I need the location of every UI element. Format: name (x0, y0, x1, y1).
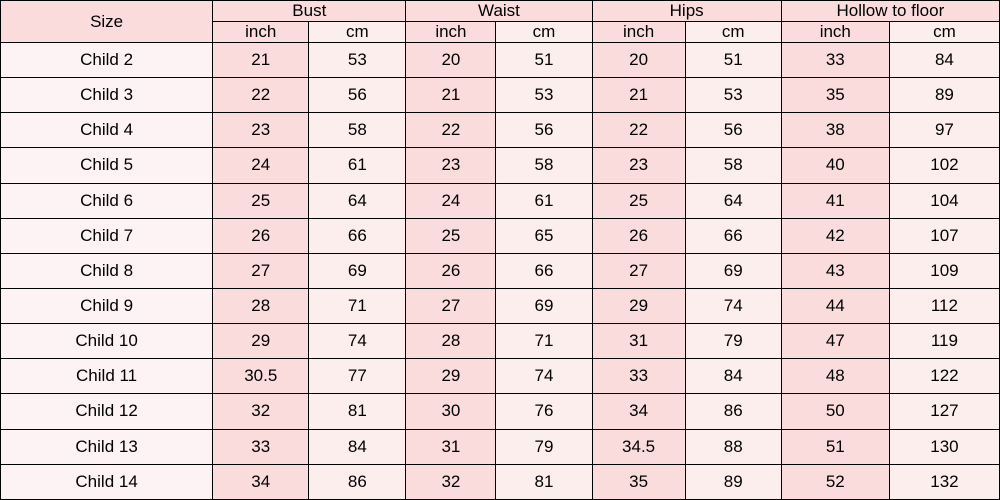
cell-hollow-inch: 41 (781, 183, 889, 218)
cell-bust-cm: 71 (309, 288, 406, 323)
cell-waist-cm: 65 (496, 218, 592, 253)
cell-bust-inch: 29 (213, 324, 309, 359)
cell-hips-cm: 56 (685, 113, 781, 148)
table-row (1, 113, 1000, 148)
cell-size-label: Child 7 (1, 218, 213, 253)
cell-hips-cm: 64 (685, 183, 781, 218)
cell-hips-inch: 34 (592, 394, 685, 429)
cell-waist-inch: 21 (406, 78, 496, 113)
cell-hips-cm: 79 (685, 324, 781, 359)
cell-bust-cm: 66 (309, 218, 406, 253)
column-header-size: Size (1, 1, 213, 43)
header-row-groups (1, 1, 1000, 22)
cell-waist-inch: 20 (406, 43, 496, 78)
cell-size-label: Child 5 (1, 148, 213, 183)
cell-hips-cm: 74 (685, 288, 781, 323)
cell-waist-cm: 71 (496, 324, 592, 359)
cell-waist-cm: 81 (496, 464, 592, 499)
cell-size-label: Child 9 (1, 288, 213, 323)
cell-hollow-inch: 43 (781, 253, 889, 288)
table-row (1, 359, 1000, 394)
cell-hips-cm: 86 (685, 394, 781, 429)
cell-size-label: Child 8 (1, 253, 213, 288)
cell-hollow-cm: 97 (889, 113, 999, 148)
cell-hollow-cm: 132 (889, 464, 999, 499)
cell-hips-inch: 27 (592, 253, 685, 288)
cell-bust-inch: 28 (213, 288, 309, 323)
column-header-hips-cm: cm (685, 22, 781, 43)
cell-size-label: Child 14 (1, 464, 213, 499)
column-header-bust-cm: cm (309, 22, 406, 43)
cell-hips-inch: 25 (592, 183, 685, 218)
table-row (1, 43, 1000, 78)
cell-waist-inch: 27 (406, 288, 496, 323)
column-header-hips-inch: inch (592, 22, 685, 43)
cell-bust-inch: 23 (213, 113, 309, 148)
cell-bust-inch: 22 (213, 78, 309, 113)
table-row (1, 324, 1000, 359)
cell-waist-cm: 66 (496, 253, 592, 288)
cell-hips-inch: 31 (592, 324, 685, 359)
column-header-waist-cm: cm (496, 22, 592, 43)
cell-hips-inch: 35 (592, 464, 685, 499)
cell-hips-cm: 58 (685, 148, 781, 183)
cell-hollow-inch: 44 (781, 288, 889, 323)
cell-bust-inch: 24 (213, 148, 309, 183)
cell-hips-cm: 69 (685, 253, 781, 288)
cell-hollow-inch: 35 (781, 78, 889, 113)
column-header-waist-inch: inch (406, 22, 496, 43)
table-row (1, 78, 1000, 113)
cell-hollow-inch: 47 (781, 324, 889, 359)
cell-hips-inch: 21 (592, 78, 685, 113)
column-header-hollow-cm: cm (889, 22, 999, 43)
cell-hollow-cm: 109 (889, 253, 999, 288)
cell-hollow-inch: 33 (781, 43, 889, 78)
column-header-hollow-inch: inch (781, 22, 889, 43)
cell-hips-cm: 88 (685, 429, 781, 464)
cell-hips-inch: 33 (592, 359, 685, 394)
cell-hollow-inch: 51 (781, 429, 889, 464)
cell-hollow-cm: 104 (889, 183, 999, 218)
table-row (1, 429, 1000, 464)
cell-size-label: Child 11 (1, 359, 213, 394)
cell-hollow-cm: 102 (889, 148, 999, 183)
cell-hollow-inch: 52 (781, 464, 889, 499)
cell-hips-inch: 20 (592, 43, 685, 78)
cell-bust-inch: 27 (213, 253, 309, 288)
cell-waist-cm: 76 (496, 394, 592, 429)
column-group-bust: Bust (213, 1, 406, 22)
cell-hollow-cm: 84 (889, 43, 999, 78)
cell-waist-inch: 24 (406, 183, 496, 218)
cell-bust-inch: 34 (213, 464, 309, 499)
cell-bust-inch: 32 (213, 394, 309, 429)
cell-bust-cm: 64 (309, 183, 406, 218)
cell-hips-inch: 29 (592, 288, 685, 323)
cell-hips-inch: 23 (592, 148, 685, 183)
cell-hips-cm: 89 (685, 464, 781, 499)
cell-hips-cm: 84 (685, 359, 781, 394)
cell-waist-cm: 79 (496, 429, 592, 464)
cell-waist-cm: 51 (496, 43, 592, 78)
cell-waist-cm: 53 (496, 78, 592, 113)
cell-waist-inch: 26 (406, 253, 496, 288)
cell-bust-cm: 86 (309, 464, 406, 499)
table-row (1, 148, 1000, 183)
cell-size-label: Child 2 (1, 43, 213, 78)
cell-hollow-cm: 89 (889, 78, 999, 113)
cell-bust-inch: 25 (213, 183, 309, 218)
cell-bust-cm: 81 (309, 394, 406, 429)
cell-size-label: Child 4 (1, 113, 213, 148)
cell-bust-inch: 33 (213, 429, 309, 464)
cell-waist-inch: 32 (406, 464, 496, 499)
column-header-bust-inch: inch (213, 22, 309, 43)
cell-size-label: Child 3 (1, 78, 213, 113)
cell-waist-inch: 23 (406, 148, 496, 183)
cell-hips-cm: 66 (685, 218, 781, 253)
cell-hollow-inch: 42 (781, 218, 889, 253)
table-row (1, 464, 1000, 499)
cell-bust-cm: 69 (309, 253, 406, 288)
cell-hollow-cm: 127 (889, 394, 999, 429)
cell-waist-cm: 74 (496, 359, 592, 394)
cell-waist-inch: 28 (406, 324, 496, 359)
cell-bust-inch: 26 (213, 218, 309, 253)
cell-hips-inch: 22 (592, 113, 685, 148)
cell-bust-cm: 77 (309, 359, 406, 394)
cell-waist-inch: 22 (406, 113, 496, 148)
cell-hollow-inch: 48 (781, 359, 889, 394)
table-row (1, 218, 1000, 253)
cell-waist-inch: 25 (406, 218, 496, 253)
table-row (1, 183, 1000, 218)
cell-hollow-inch: 40 (781, 148, 889, 183)
cell-waist-inch: 29 (406, 359, 496, 394)
cell-hollow-inch: 38 (781, 113, 889, 148)
cell-hips-cm: 51 (685, 43, 781, 78)
cell-waist-cm: 56 (496, 113, 592, 148)
cell-size-label: Child 10 (1, 324, 213, 359)
table-header (1, 1, 1000, 43)
cell-bust-cm: 58 (309, 113, 406, 148)
cell-hollow-cm: 112 (889, 288, 999, 323)
cell-waist-inch: 30 (406, 394, 496, 429)
cell-waist-cm: 58 (496, 148, 592, 183)
cell-waist-cm: 61 (496, 183, 592, 218)
cell-bust-cm: 53 (309, 43, 406, 78)
table-row (1, 253, 1000, 288)
cell-size-label: Child 6 (1, 183, 213, 218)
table-body (1, 43, 1000, 500)
cell-waist-cm: 69 (496, 288, 592, 323)
cell-hips-inch: 34.5 (592, 429, 685, 464)
column-group-hollow-to-floor: Hollow to floor (781, 1, 999, 22)
cell-bust-cm: 74 (309, 324, 406, 359)
cell-size-label: Child 13 (1, 429, 213, 464)
table-row (1, 288, 1000, 323)
cell-bust-inch: 21 (213, 43, 309, 78)
cell-hollow-inch: 50 (781, 394, 889, 429)
cell-bust-cm: 56 (309, 78, 406, 113)
cell-hips-cm: 53 (685, 78, 781, 113)
column-group-hips: Hips (592, 1, 781, 22)
cell-size-label: Child 12 (1, 394, 213, 429)
cell-hollow-cm: 119 (889, 324, 999, 359)
cell-hollow-cm: 122 (889, 359, 999, 394)
cell-bust-cm: 61 (309, 148, 406, 183)
cell-bust-inch: 30.5 (213, 359, 309, 394)
table-row (1, 394, 1000, 429)
cell-hips-inch: 26 (592, 218, 685, 253)
cell-hollow-cm: 130 (889, 429, 999, 464)
cell-waist-inch: 31 (406, 429, 496, 464)
cell-bust-cm: 84 (309, 429, 406, 464)
column-group-waist: Waist (406, 1, 592, 22)
cell-hollow-cm: 107 (889, 218, 999, 253)
